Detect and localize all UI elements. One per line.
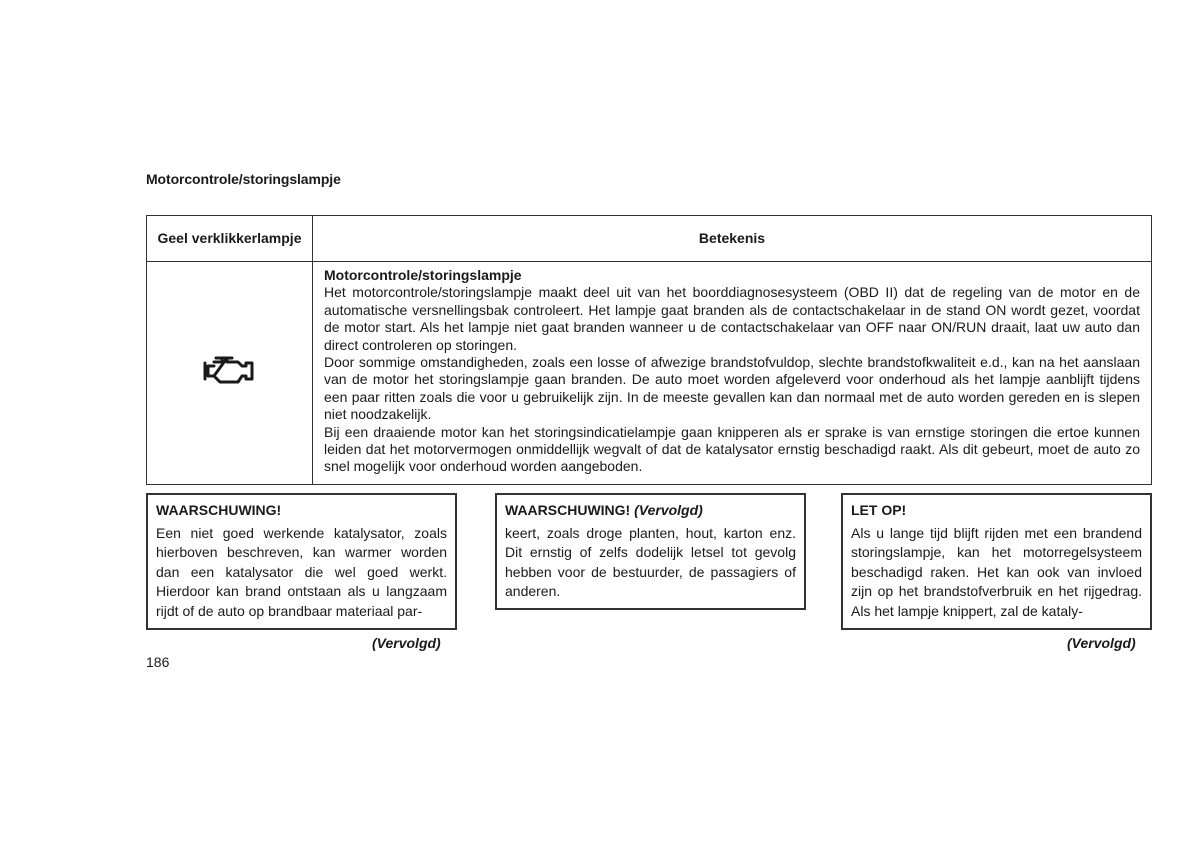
warning-heading-text: WAARSCHUWING! — [156, 502, 282, 518]
header-meaning — [313, 216, 1152, 262]
caution-heading-text: LET OP! — [851, 502, 907, 518]
warning-box — [146, 493, 457, 630]
indicator-table — [146, 215, 1152, 485]
warning-body: Een niet goed werkende katalysator, zoals hierboven beschreven, kan warmer worden dan een katalysator die wel goed werkt. Hierdoor kan brand ontstaan als u langzaam rijdt of de auto op brandbaar materiaal par- — [156, 524, 447, 619]
description-paragraph-2: Door sommige omstandigheden, zoals een losse of afwezige brandstofvuldop, slechte brandstofkwaliteit e.d., kan na het aanslaan van de motor het storingslampje gaan branden. De auto moet worden afgeleverd voor onderhoud als het lampje aanblijft tijdens een paar ritten zoals die voor u gebruikelijk zijn. In de meeste gevallen kan dan normaal met de auto worden gereden en is slepen niet noodzakelijk. — [324, 354, 1140, 423]
description-paragraph-1: Het motorcontrole/storingslampje maakt deel uit van het boorddiagnosesysteem (OBD II) dat de regeling van de motor en de automatische versnellingsbak controleert. Het lampje gaat branden als de contactschakelaar in de stand ON wordt gezet, voordat de motor start. Als het lampje niet gaat branden wanneer u de contactschakelaar van OFF naar ON/RUN draait, laat uw auto dan direct controleren op storingen. — [324, 284, 1140, 353]
continued-label-left: (Vervolgd) — [372, 635, 441, 651]
icon-cell — [147, 262, 313, 485]
table-row — [147, 262, 1152, 485]
engine-check-icon — [200, 352, 260, 388]
warning-heading — [156, 501, 447, 521]
caution-body: Als u lange tijd blijft rijden met een brandend storingslampje, kan het motorregelsysteem beschadigd raken. Het kan ook van invloed zijn op het brandstofverbruik en het rijgedrag. Als het lampje knippert, zal de kataly- — [851, 524, 1142, 619]
description-paragraph-3: Bij een draaiende motor kan het storingsindicatielampje gaan knipperen als er sprake is van ernstige storingen die ertoe kunnen leiden dat het motorvermogen onmiddellijk wegvalt of dat de katalysator ernstig beschadigd raakt. Als dit gebeurt, moet de auto zo snel mogelijk voor onderhoud worden aangeboden. — [324, 423, 1140, 475]
caution-box — [841, 493, 1152, 630]
warning-continued-heading-text: WAARSCHUWING! — [505, 502, 631, 518]
warning-continued-suffix: (Vervolgd) — [634, 502, 703, 518]
caution-heading — [851, 501, 1142, 521]
warning-continued-box — [495, 493, 806, 610]
table-header-row — [147, 216, 1152, 262]
header-indicator — [147, 216, 313, 262]
description-heading: Motorcontrole/storingslampje — [324, 267, 522, 283]
section-title: Motorcontrole/storingslampje — [146, 171, 341, 187]
header-indicator-label: Geel verklikkerlampje — [157, 230, 302, 246]
warning-continued-heading — [505, 501, 796, 521]
header-meaning-label: Betekenis — [698, 230, 766, 246]
continued-label-right: (Vervolgd) — [1067, 635, 1136, 651]
description-cell — [313, 262, 1152, 485]
page-number: 186 — [146, 654, 170, 670]
warning-continued-body: keert, zoals droge planten, hout, karton enz. Dit ernstig of zelfs dodelijk letsel tot gevolg hebben voor de bestuurder, de passagiers of anderen. — [505, 524, 796, 600]
